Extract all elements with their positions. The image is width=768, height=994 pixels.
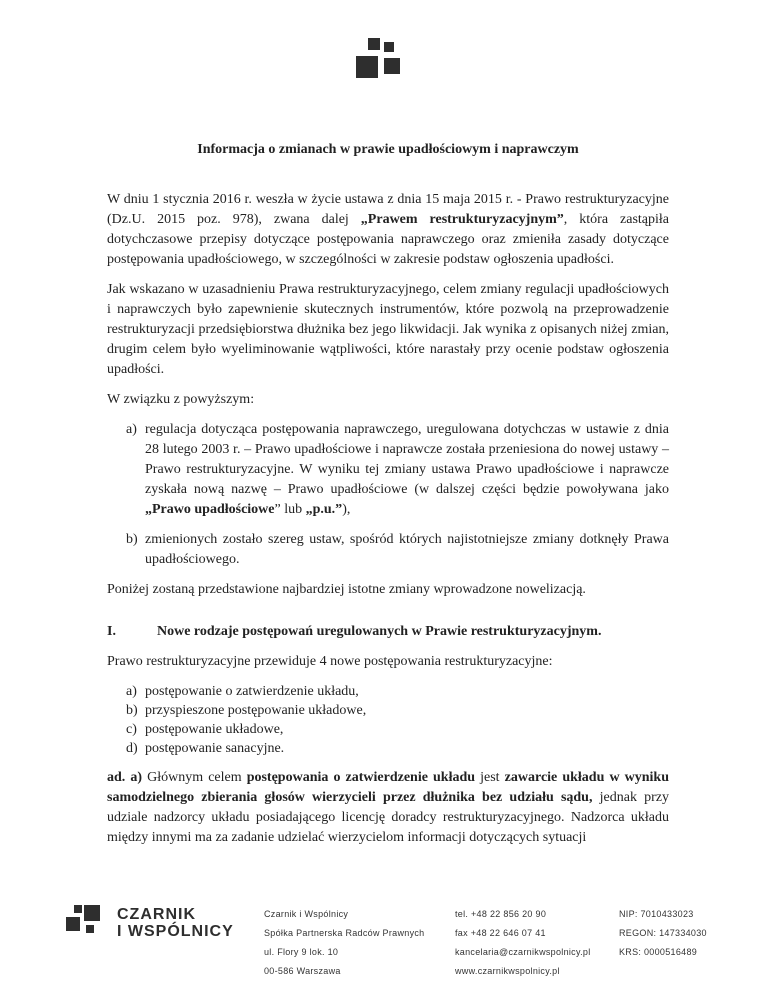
paragraph-summary: Poniżej zostaną przedstawione najbardziej istotne zmiany wprowadzone nowelizacją. (107, 582, 586, 597)
squares-logo-icon (356, 38, 402, 80)
changes-list (107, 420, 669, 570)
paragraph-intro: W dniu 1 stycznia 2016 r. weszła w życie ustawa z dnia 15 maja 2015 r. - Prawo restrukturyzacyjne (Dz.U. 2015 poz. 978), zwana dalej „Prawem restrukturyzacyjnym”, która zastąpiła dotychczasowe przepisy dotyczące postępowania naprawczego oraz zmieniła zasady dotyczące postępowania upadłościowego, w szczególności w zakresie podstaw ogłoszenia upadłości. (107, 192, 669, 267)
paragraph-proceedings-intro: Prawo restrukturyzacyjne przewiduje 4 nowe postępowania restrukturyzacyjne: (107, 654, 553, 669)
section-heading: I. Nowe rodzaje postępowań uregulowanych w Prawie restrukturyzacyjnym. (107, 624, 602, 639)
footer-brand: CZARNIK I WSPÓLNICY (117, 906, 234, 940)
document-body (107, 140, 669, 858)
paragraph-purpose: Jak wskazano w uzasadnieniu Prawa restrukturyzacyjnego, celem zmiany regulacji upadłościowych i naprawczych było zapewnienie skutecznych instrumentów, które pozwolą na przeprowadzenie restrukturyzacji przedsiębiorstwa dłużnika bez jego likwidacji. Jak wynika z opisanych niżej zmian, drugim celem było wyeliminowanie wątpliwości, które narastały przy ocenie podstaw ogłoszenia upadłości. (107, 282, 669, 377)
email-link[interactable]: kancelaria@czarnikwspolnicy.pl (455, 947, 591, 957)
list-item: b) przyspieszone postępowanie układowe, (126, 703, 367, 718)
paragraph-consequences: W związku z powyższym: (107, 392, 255, 407)
list-item: a) postępowanie o zatwierdzenie układu, (126, 684, 359, 699)
footer-registry: NIP: 7010433023 REGON: 147334030 KRS: 0000516489 (619, 909, 707, 957)
website-link[interactable]: www.czarnikwspolnicy.pl (455, 966, 560, 976)
proceedings-list (107, 682, 669, 758)
list-item: d) postępowanie sanacyjne. (126, 741, 285, 756)
defined-term: „Prawem restrukturyzacyjnym” (360, 212, 564, 227)
list-item: b) zmienionych zostało szereg ustaw, spośród których najistotniejsze zmiany dotknęły Prawa upadłościowego. (126, 532, 669, 567)
list-item: c) postępowanie układowe, (126, 722, 284, 737)
footer-contact: tel. +48 22 856 20 90 fax +48 22 646 07 41 kancelaria@czarnikwspolnicy.pl www.czarnikwspolnicy.pl (455, 905, 591, 981)
list-item: a) regulacja dotycząca postępowania naprawczego, uregulowana dotychczas w ustawie z dnia 28 lutego 2003 r. – Prawo upadłościowe i naprawcze została przeniesiona do nowej ustawy – Prawo restrukturyzacyjne. W wyniku tej zmiany ustawa Prawo upadłościowe i naprawcze zyskała nową nazwę – Prawo upadłościowe (w dalszej części będzie powoływana jako „Prawo upadłościowe” lub „p.u.”), (126, 422, 669, 517)
document-title: Informacja o zmianach w prawie upadłościowym i naprawczym (197, 142, 579, 157)
footer (0, 895, 768, 994)
paragraph-ad-a: ad. a) Głównym celem postępowania o zatwierdzenie układu jest zawarcie układu w wyniku samodzielnego zbierania głosów wierzycieli przez dłużnika bez udziału sądu, jednak przy udziale nadzorcy układu posiadającego licencję doradcy restrukturyzacyjnego. Nadzorca układu między innymi ma za zadanie udzielać wierzycielom informacji dotyczących sytuacji (107, 770, 669, 845)
footer-address: Czarnik i Wspólnicy Spółka Partnerska Radców Prawnych ul. Flory 9 lok. 10 00-586 Warszawa (264, 909, 425, 976)
